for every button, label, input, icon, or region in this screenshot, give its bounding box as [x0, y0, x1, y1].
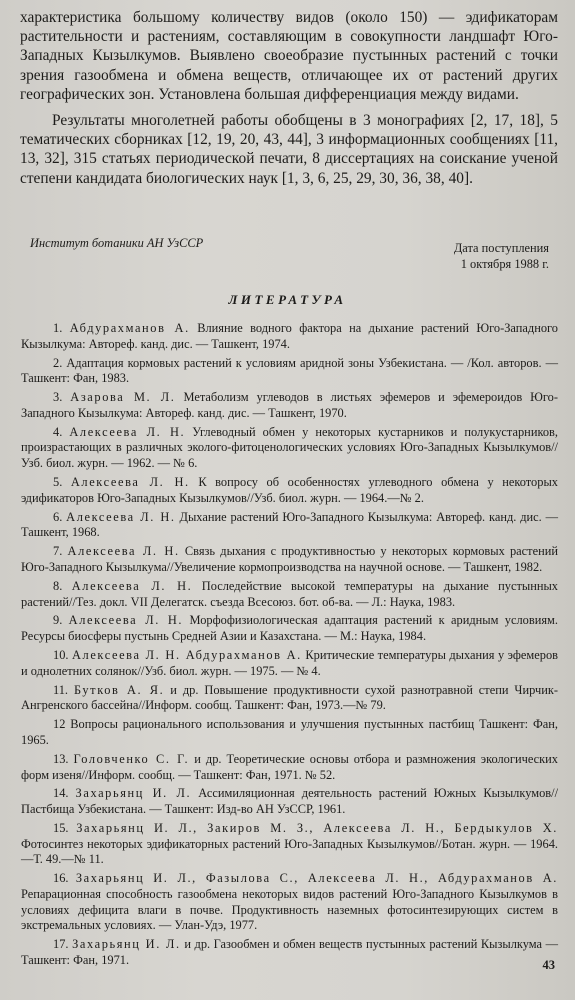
reference-item: 4. Алексеева Л. Н. Углеводный обмен у некоторых кустарников и полукустарников, произрастающих в различных эколого-фитоценологических условиях Юго-Западных Кызылкумов//Узб. биол. журн. — 1962. — № 6.: [21, 424, 558, 471]
reference-item: 1. Абдурахманов А. Влияние водного фактора на дыхание растений Юго-Западного Кызылкума: Автореф. канд. дис. — Ташкент, 1974.: [21, 321, 558, 351]
intro-paragraph-2: Результаты многолетней работы обобщены в 3 монографиях [2, 17, 18], 5 тематических сборниках [12, 19, 20, 43, 44], 3 информационных сообщениях [11, 13, 32], 315 статьях периодической печати, 8 диссертациях на соискание ученой степени кандидата биологических наук [1, 3, 6, 25, 29, 30, 36, 38, 40].: [20, 112, 558, 187]
institute-affiliation: Институт ботаники АН УзССР: [30, 236, 204, 250]
reference-item: 2. Адаптация кормовых растений к условиям аридной зоны Узбекистана. — /Кол. авторов. — Ташкент: Фан, 1983.: [21, 355, 558, 386]
reference-item: 11. Бутков А. Я. и др. Повышение продуктивности сухой разнотравной степи Чирчик-Ангренского бассейна//Информ. сообщ. Ташкент: Фан, 1973.—№ 79.: [21, 682, 558, 713]
received-date: [389, 241, 549, 272]
reference-item: 5. Алексеева Л. Н. К вопросу об особенностях углеводного обмена у некоторых эдификаторов Юго-Западных Кызылкумов//Узб. биол. журн. — 1964.—№ 2.: [21, 475, 558, 505]
intro-text: [20, 8, 558, 188]
received-date-value: 1 октября 1988 г.: [460, 256, 549, 271]
references-list: [21, 321, 558, 972]
received-date-label: Дата поступления: [453, 241, 549, 255]
reference-item: 15. Захарьянц И. Л., Закиров М. З., Алексеева Л. Н., Бердыкулов Х. Фотосинтез некоторых эдификаторных растений Юго-Западных Кызылкумов//Ботан. журн. — 1964.—Т. 49.—№ 11.: [21, 821, 558, 867]
intro-paragraph-1: характеристика большому количеству видов (около 150) — эдификаторам растительности и растениям, составляющим в совокупности ландшафт Юго-Западных Кызылкумов. Выявлено своеобразие пустынных растений с точки зрения газообмена и обмена веществ, отличающее их от растений других географических зон. Установлена большая дифференциация между видами.: [20, 9, 558, 103]
reference-item: 10. Алексеева Л. Н. Абдурахманов А. Критические температуры дыхания у эфемеров и однолетних солянок//Узб. биол. журн. — 1975. — № 4.: [21, 648, 558, 678]
page-number: 43: [542, 958, 555, 972]
reference-item: 9. Алексеева Л. Н. Морфофизиологическая адаптация растений к аридным условиям. Ресурсы биосферы пустынь Средней Азии и Казахстана. — М.: Наука, 1984.: [21, 613, 558, 644]
references-heading: ЛИТЕРАТУРА: [228, 292, 347, 307]
reference-item: 14. Захарьянц И. Л. Ассимиляционная деятельность растений Южных Кызылкумов//Пастбища Узбекистана. — Ташкент: Изд-во АН УзССР, 1961.: [21, 786, 559, 817]
reference-item: 6. Алексеева Л. Н. Дыхание растений Юго-Западного Кызылкума: Автореф. канд. дис. — Ташкент, 1968.: [21, 509, 559, 540]
reference-item: 12 Вопросы рационального использования и улучшения пустынных пастбищ Ташкент: Фан, 1965.: [21, 717, 558, 747]
reference-item: 17. Захарьянц И. Л. и др. Газообмен и обмен веществ пустынных растений Кызылкума — Ташкент: Фан, 1971.: [21, 937, 558, 968]
reference-item: 16. Захарьянц И. Л., Фазылова С., Алексеева Л. Н., Абдурахманов А. Репарационная способность газообмена некоторых видов растений Юго-Западного Кызылкумов в условиях дефицита влаги в почве. Продуктивность наземных фотосинтезирующих систем в экстремальных условиях. — Улан-Удэ, 1977.: [21, 871, 558, 933]
reference-item: 13. Головченко С. Г. и др. Теоретические основы отбора и размножения экологических форм изеня//Информ. сообщ. — Ташкент: Фан, 1971. № 52.: [21, 751, 558, 782]
reference-item: 8. Алексеева Л. Н. Последействие высокой температуры на дыхание пустынных растений//Тез. докл. VII Делегатск. съезда Всесоюз. бот. об-ва. — Л.: Наука, 1983.: [21, 578, 558, 609]
reference-item: 3. Азарова М. Л. Метаболизм углеводов в листьях эфемеров и эфемероидов Юго-Западного Кызылкума: Автореф. канд. дис. — Ташкент, 1970.: [21, 390, 559, 420]
reference-item: 7. Алексеева Л. Н. Связь дыхания с продуктивностью у некоторых кормовых растений Юго-Западного Кызылкума//Увеличение кормопроизводства на научной основе. — Ташкент, 1982.: [21, 544, 558, 574]
